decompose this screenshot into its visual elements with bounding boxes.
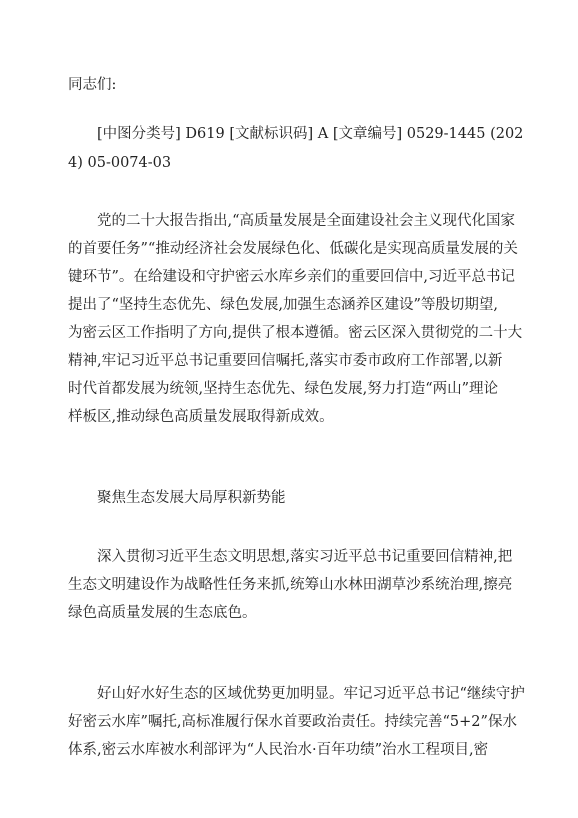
paragraph-1-line-5: 为密云区工作指明了方向,提供了根本遵循。密云区深入贯彻党的二十大 [68,325,523,341]
paragraph-1-line-2: 的首要任务”“推动经济社会发展绿色化、低碳化是实现高质量发展的关 [68,241,518,257]
salutation: 同志们: [68,77,117,93]
paragraph-2-line-2: 生态文明建设作为战略性任务来抓,统筹山水林田湖草沙系统治理,擦亮 [68,577,513,593]
paragraph-1-line-1: 党的二十大报告指出,“高质量发展是全面建设社会主义现代化国家 [97,213,516,229]
paragraph-3-line-3: 体系,密云水库被水利部评为“人民治水·百年功绩”治水工程项目,密 [68,742,489,758]
classification-line-2: 4) 05-0074-03 [68,155,172,171]
paragraph-3-line-2: 好密云水库”嘱托,高标准履行保水首要政治责任。持续完善“5+2”保水 [68,714,517,730]
paragraph-2-line-3: 绿色高质量发展的生态底色。 [68,605,257,621]
paragraph-3-line-1: 好山好水好生态的区域优势更加明显。牢记习近平总书记“继续守护 [97,686,525,702]
paragraph-1-line-8: 样板区,推动绿色高质量发展取得新成效。 [68,409,334,425]
paragraph-2-line-1: 深入贯彻习近平生态文明思想,落实习近平总书记重要回信精神,把 [97,549,513,565]
paragraph-1-line-3: 键环节”。在给建设和守护密云水库乡亲们的重要回信中,习近平总书记 [68,269,516,285]
paragraph-1-line-4: 提出了“坚持生态优先、绿色发展,加强生态涵养区建设”等殷切期望, [68,297,499,313]
paragraph-1-line-6: 精神,牢记习近平总书记重要回信嘱托,落实市委市政府工作部署,以新 [68,353,503,369]
paragraph-1-line-7: 时代首都发展为统领,坚持生态优先、绿色发展,努力打造“两山”理论 [68,381,499,397]
classification-line-1: [中图分类号] D619 [文献标识码] A [文章编号] 0529-1445 (202 [97,126,524,142]
section-heading: 聚焦生态发展大局厚积新势能 [97,490,286,506]
